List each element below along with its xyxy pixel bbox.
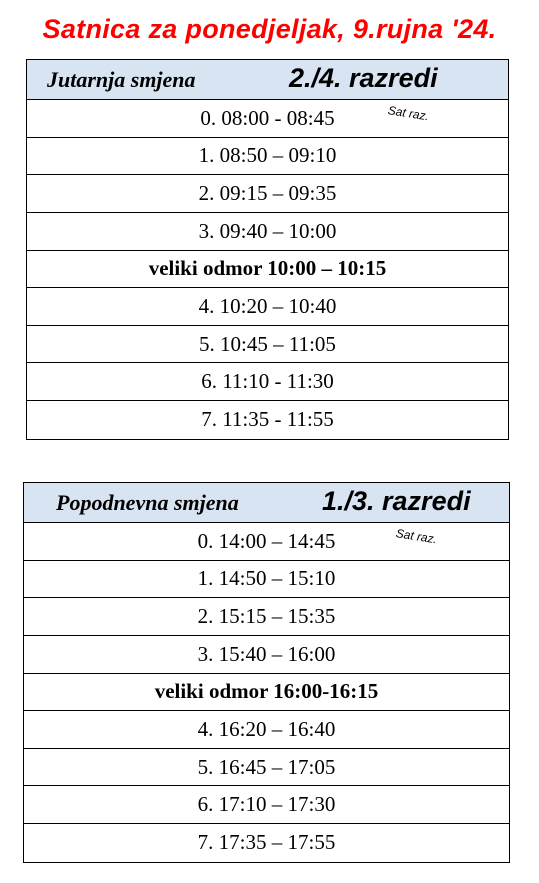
- period-row: [24, 749, 509, 787]
- period-time: 5. 10:45 – 11:05: [199, 331, 336, 356]
- period-time: 7. 11:35 - 11:55: [201, 407, 334, 432]
- period-row: [27, 363, 508, 401]
- break-time: veliki odmor 16:00-16:15: [154, 679, 379, 704]
- period-row: [24, 636, 509, 674]
- period-time: 3. 15:40 – 16:00: [197, 641, 336, 666]
- period-row: [24, 786, 509, 824]
- period-row: [27, 138, 508, 176]
- break-row: [27, 251, 508, 289]
- grades-label: 1./3. razredi: [322, 486, 471, 516]
- period-row: [27, 288, 508, 326]
- period-row: [24, 561, 509, 599]
- break-time: veliki odmor 10:00 – 10:15: [148, 256, 387, 281]
- morning-shift-schedule: [26, 59, 509, 440]
- period-time: 5. 16:45 – 17:05: [197, 754, 336, 779]
- shift-name: Popodnevna smjena: [56, 490, 239, 515]
- grades-label: 2./4. razredi: [289, 63, 438, 93]
- period-time: 6. 17:10 – 17:30: [197, 792, 336, 817]
- period-time: 4. 16:20 – 16:40: [197, 716, 336, 741]
- period-row: [24, 523, 509, 561]
- class-period-note: Sat raz.: [394, 526, 438, 547]
- afternoon-shift-schedule: [23, 482, 510, 863]
- period-row: [24, 711, 509, 749]
- period-time: 0. 14:00 – 14:45: [197, 528, 336, 553]
- period-row: [27, 326, 508, 364]
- class-period-note: Sat raz.: [386, 103, 430, 124]
- period-time: 1. 14:50 – 15:10: [197, 566, 336, 591]
- schedule-header: [24, 483, 509, 523]
- period-row: [24, 598, 509, 636]
- period-row: [27, 175, 508, 213]
- period-time: 1. 08:50 – 09:10: [198, 143, 337, 168]
- period-time: 4. 10:20 – 10:40: [198, 293, 337, 318]
- period-row: [24, 824, 509, 862]
- period-time: 2. 09:15 – 09:35: [198, 181, 337, 206]
- break-row: [24, 674, 509, 712]
- period-time: 3. 09:40 – 10:00: [198, 218, 337, 243]
- schedule-header: [27, 60, 508, 100]
- period-time: 2. 15:15 – 15:35: [197, 604, 336, 629]
- page-title: Satnica za ponedjeljak, 9.rujna '24.: [42, 14, 497, 44]
- shift-name: Jutarnja smjena: [47, 67, 196, 92]
- period-row: [27, 100, 508, 138]
- period-row: [27, 213, 508, 251]
- period-time: 0. 08:00 - 08:45: [200, 105, 335, 130]
- period-row: [27, 401, 508, 439]
- period-time: 7. 17:35 – 17:55: [197, 830, 336, 855]
- period-time: 6. 11:10 - 11:30: [201, 369, 334, 394]
